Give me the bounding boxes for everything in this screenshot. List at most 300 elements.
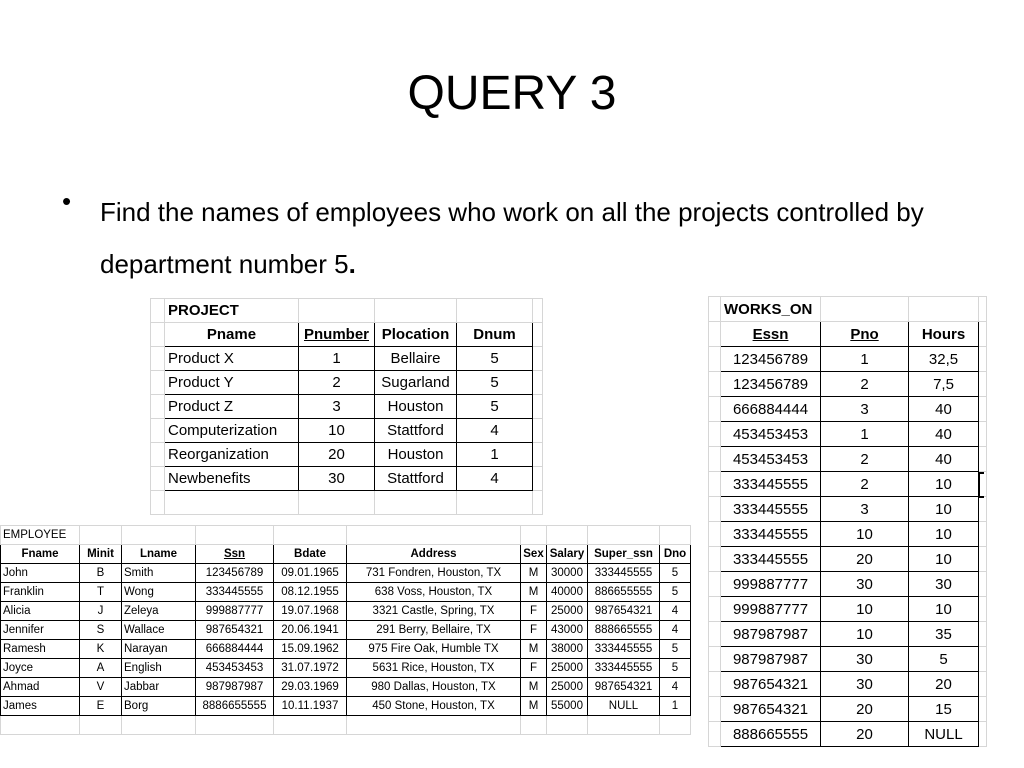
employee-cell: 3321 Castle, Spring, TX bbox=[347, 602, 521, 621]
works-on-cell: 1 bbox=[821, 347, 909, 372]
employee-cell: 333445555 bbox=[588, 640, 660, 659]
employee-cell: 15.09.1962 bbox=[274, 640, 347, 659]
works-on-row bbox=[709, 497, 987, 522]
project-cell: Computerization bbox=[165, 419, 299, 443]
employee-table-body bbox=[1, 526, 691, 735]
employee-cell: 08.12.1955 bbox=[274, 583, 347, 602]
employee-cell: 31.07.1972 bbox=[274, 659, 347, 678]
employee-cell: 450 Stone, Houston, TX bbox=[347, 697, 521, 716]
works-on-caption-row bbox=[709, 297, 987, 322]
spacer-cell bbox=[165, 491, 299, 515]
works-on-cell: 2 bbox=[821, 447, 909, 472]
project-header-row bbox=[151, 323, 543, 347]
project-cell: Reorganization bbox=[165, 443, 299, 467]
employee-cell: B bbox=[80, 564, 122, 583]
employee-row bbox=[1, 678, 691, 697]
spacer-cell bbox=[979, 372, 987, 397]
spacer-cell bbox=[660, 716, 691, 735]
spacer-cell bbox=[709, 647, 721, 672]
works-on-cell: 453453453 bbox=[721, 447, 821, 472]
project-caption: PROJECT bbox=[165, 299, 299, 323]
works-on-row bbox=[709, 647, 987, 672]
spacer-cell bbox=[709, 347, 721, 372]
works-on-cell: 10 bbox=[821, 522, 909, 547]
employee-cell: 5631 Rice, Houston, TX bbox=[347, 659, 521, 678]
works-on-cell: 3 bbox=[821, 397, 909, 422]
works-on-cell: 5 bbox=[909, 647, 979, 672]
employee-cell: 987654321 bbox=[588, 602, 660, 621]
employee-cell: F bbox=[521, 621, 547, 640]
spacer-cell bbox=[151, 395, 165, 419]
spacer-cell bbox=[151, 299, 165, 323]
employee-header-dno: Dno bbox=[660, 545, 691, 564]
spacer-cell bbox=[547, 526, 588, 545]
spacer-cell bbox=[709, 547, 721, 572]
spacer-cell bbox=[533, 299, 543, 323]
spacer-cell bbox=[709, 422, 721, 447]
employee-cell: 333445555 bbox=[588, 659, 660, 678]
project-table-body bbox=[151, 299, 543, 515]
works-on-table bbox=[708, 296, 987, 747]
spacer-cell bbox=[547, 716, 588, 735]
employee-cell: 333445555 bbox=[588, 564, 660, 583]
spacer-cell bbox=[299, 491, 375, 515]
employee-header-minit: Minit bbox=[80, 545, 122, 564]
employee-cell: 10.11.1937 bbox=[274, 697, 347, 716]
spacer-cell bbox=[709, 397, 721, 422]
works-on-cell: 10 bbox=[909, 597, 979, 622]
spacer-cell bbox=[274, 716, 347, 735]
works-on-cell: 20 bbox=[909, 672, 979, 697]
spacer-cell bbox=[979, 397, 987, 422]
spacer-cell bbox=[709, 522, 721, 547]
works-on-row bbox=[709, 522, 987, 547]
employee-cell: 4 bbox=[660, 621, 691, 640]
employee-cell: F bbox=[521, 659, 547, 678]
project-cell: Product Z bbox=[165, 395, 299, 419]
employee-cell: 25000 bbox=[547, 678, 588, 697]
works-on-cell: 987987987 bbox=[721, 622, 821, 647]
spacer-cell bbox=[979, 522, 987, 547]
employee-row bbox=[1, 697, 691, 716]
employee-cell: 666884444 bbox=[196, 640, 274, 659]
works-on-cell: 333445555 bbox=[721, 547, 821, 572]
employee-cell: 987654321 bbox=[588, 678, 660, 697]
project-cell: 2 bbox=[299, 371, 375, 395]
selection-bracket bbox=[978, 472, 984, 498]
employee-header-bdate: Bdate bbox=[274, 545, 347, 564]
bullet-sentence: Find the names of employees who work on all the projects controlled by department number 5 bbox=[100, 197, 924, 279]
spacer-cell bbox=[979, 597, 987, 622]
employee-cell: J bbox=[80, 602, 122, 621]
works-on-cell: 30 bbox=[909, 572, 979, 597]
spacer-cell bbox=[709, 622, 721, 647]
employee-header-row bbox=[1, 545, 691, 564]
employee-cell: Borg bbox=[122, 697, 196, 716]
works-on-cell: 987654321 bbox=[721, 697, 821, 722]
spacer-cell bbox=[457, 299, 533, 323]
employee-cell: A bbox=[80, 659, 122, 678]
project-cell: 5 bbox=[457, 371, 533, 395]
employee-cell: F bbox=[521, 602, 547, 621]
employee-cell: 987654321 bbox=[196, 621, 274, 640]
spacer-cell bbox=[151, 467, 165, 491]
works-on-cell: 30 bbox=[821, 647, 909, 672]
works-on-cell: 35 bbox=[909, 622, 979, 647]
employee-cell: 09.01.1965 bbox=[274, 564, 347, 583]
employee-cell: 1 bbox=[660, 697, 691, 716]
works-on-row bbox=[709, 422, 987, 447]
project-row bbox=[151, 419, 543, 443]
project-cell: 4 bbox=[457, 419, 533, 443]
project-cell: Sugarland bbox=[375, 371, 457, 395]
employee-header-address: Address bbox=[347, 545, 521, 564]
spacer-cell bbox=[533, 347, 543, 371]
project-header-plocation: Plocation bbox=[375, 323, 457, 347]
spacer-cell bbox=[821, 297, 909, 322]
spacer-cell bbox=[80, 526, 122, 545]
employee-cell: John bbox=[1, 564, 80, 583]
spacer-cell bbox=[196, 526, 274, 545]
spacer-cell bbox=[122, 716, 196, 735]
employee-cell: Alicia bbox=[1, 602, 80, 621]
spacer-cell bbox=[979, 322, 987, 347]
works-on-cell: 10 bbox=[909, 497, 979, 522]
spacer-cell bbox=[533, 443, 543, 467]
employee-cell: Zeleya bbox=[122, 602, 196, 621]
project-caption-row bbox=[151, 299, 543, 323]
spacer-cell bbox=[196, 716, 274, 735]
employee-cell: K bbox=[80, 640, 122, 659]
employee-cell: 291 Berry, Bellaire, TX bbox=[347, 621, 521, 640]
employee-cell: 980 Dallas, Houston, TX bbox=[347, 678, 521, 697]
works-on-row bbox=[709, 722, 987, 747]
employee-cell: M bbox=[521, 678, 547, 697]
project-header-pname: Pname bbox=[165, 323, 299, 347]
employee-header-sex: Sex bbox=[521, 545, 547, 564]
employee-cell: 29.03.1969 bbox=[274, 678, 347, 697]
spacer-cell bbox=[979, 297, 987, 322]
employee-cell: 5 bbox=[660, 583, 691, 602]
works-on-row bbox=[709, 447, 987, 472]
bullet-icon: • bbox=[62, 186, 72, 216]
employee-cell: 638 Voss, Houston, TX bbox=[347, 583, 521, 602]
project-cell: 5 bbox=[457, 347, 533, 371]
employee-cell: 38000 bbox=[547, 640, 588, 659]
spacer-cell bbox=[709, 472, 721, 497]
spacer-cell bbox=[709, 322, 721, 347]
works-on-cell: 10 bbox=[909, 472, 979, 497]
project-cell: 20 bbox=[299, 443, 375, 467]
spacer-cell bbox=[533, 323, 543, 347]
project-cell: Product X bbox=[165, 347, 299, 371]
employee-cell: 731 Fondren, Houston, TX bbox=[347, 564, 521, 583]
works-on-row bbox=[709, 597, 987, 622]
works-on-cell: 123456789 bbox=[721, 372, 821, 397]
project-cell: 30 bbox=[299, 467, 375, 491]
project-cell: 1 bbox=[299, 347, 375, 371]
works-on-row bbox=[709, 347, 987, 372]
employee-cell: 987987987 bbox=[196, 678, 274, 697]
employee-cell: M bbox=[521, 697, 547, 716]
spacer-cell bbox=[151, 347, 165, 371]
project-cell: 4 bbox=[457, 467, 533, 491]
spacer-cell bbox=[709, 722, 721, 747]
employee-blank-row bbox=[1, 716, 691, 735]
bullet-text bbox=[100, 186, 960, 290]
works-on-row bbox=[709, 697, 987, 722]
spacer-cell bbox=[151, 419, 165, 443]
employee-cell: 5 bbox=[660, 564, 691, 583]
works-on-header-hours: Hours bbox=[909, 322, 979, 347]
project-header-pnumber: Pnumber bbox=[299, 323, 375, 347]
employee-cell: 999887777 bbox=[196, 602, 274, 621]
project-cell: 10 bbox=[299, 419, 375, 443]
works-on-cell: 40 bbox=[909, 422, 979, 447]
works-on-cell: 333445555 bbox=[721, 522, 821, 547]
works-on-cell: 987654321 bbox=[721, 672, 821, 697]
employee-cell: James bbox=[1, 697, 80, 716]
employee-cell: M bbox=[521, 640, 547, 659]
spacer-cell bbox=[709, 447, 721, 472]
works-on-cell: 2 bbox=[821, 372, 909, 397]
works-on-cell: 40 bbox=[909, 397, 979, 422]
works-on-cell: 453453453 bbox=[721, 422, 821, 447]
employee-cell: 25000 bbox=[547, 602, 588, 621]
spacer-cell bbox=[533, 467, 543, 491]
employee-header-ssn: Ssn bbox=[196, 545, 274, 564]
spacer-cell bbox=[979, 672, 987, 697]
project-header-dnum: Dnum bbox=[457, 323, 533, 347]
employee-cell: Narayan bbox=[122, 640, 196, 659]
project-cell: Houston bbox=[375, 443, 457, 467]
works-on-cell: 20 bbox=[821, 722, 909, 747]
spacer-cell bbox=[979, 422, 987, 447]
spacer-cell bbox=[709, 697, 721, 722]
employee-cell: V bbox=[80, 678, 122, 697]
employee-cell: 20.06.1941 bbox=[274, 621, 347, 640]
works-on-cell: 7,5 bbox=[909, 372, 979, 397]
spacer-cell bbox=[909, 297, 979, 322]
employee-cell: 333445555 bbox=[196, 583, 274, 602]
employee-row bbox=[1, 621, 691, 640]
spacer-cell bbox=[660, 526, 691, 545]
works-on-row bbox=[709, 572, 987, 597]
works-on-row bbox=[709, 547, 987, 572]
employee-cell: 888665555 bbox=[588, 621, 660, 640]
spacer-cell bbox=[151, 443, 165, 467]
works-on-row bbox=[709, 472, 987, 497]
project-cell: Stattford bbox=[375, 419, 457, 443]
spacer-cell bbox=[533, 419, 543, 443]
employee-cell: 4 bbox=[660, 602, 691, 621]
employee-cell: Joyce bbox=[1, 659, 80, 678]
spacer-cell bbox=[979, 622, 987, 647]
spacer-cell bbox=[151, 371, 165, 395]
spacer-cell bbox=[588, 526, 660, 545]
spacer-cell bbox=[375, 299, 457, 323]
spacer-cell bbox=[274, 526, 347, 545]
works-on-cell: 10 bbox=[821, 597, 909, 622]
employee-row bbox=[1, 583, 691, 602]
works-on-cell: 20 bbox=[821, 547, 909, 572]
employee-cell: Jennifer bbox=[1, 621, 80, 640]
project-cell: Bellaire bbox=[375, 347, 457, 371]
works-on-cell: 32,5 bbox=[909, 347, 979, 372]
works-on-row bbox=[709, 397, 987, 422]
spacer-cell bbox=[709, 497, 721, 522]
works-on-cell: 999887777 bbox=[721, 597, 821, 622]
project-row bbox=[151, 467, 543, 491]
works-on-cell: NULL bbox=[909, 722, 979, 747]
employee-caption: EMPLOYEE bbox=[1, 526, 80, 545]
slide-title: QUERY 3 bbox=[407, 67, 617, 120]
employee-header-fname: Fname bbox=[1, 545, 80, 564]
works-on-cell: 15 bbox=[909, 697, 979, 722]
spacer-cell bbox=[979, 722, 987, 747]
project-table bbox=[150, 298, 543, 515]
employee-cell: 55000 bbox=[547, 697, 588, 716]
works-on-cell: 30 bbox=[821, 572, 909, 597]
employee-cell: M bbox=[521, 564, 547, 583]
spacer-cell bbox=[151, 323, 165, 347]
spacer-cell bbox=[122, 526, 196, 545]
project-cell: Newbenefits bbox=[165, 467, 299, 491]
project-cell: Houston bbox=[375, 395, 457, 419]
employee-cell: Franklin bbox=[1, 583, 80, 602]
project-cell: 3 bbox=[299, 395, 375, 419]
works-on-table-body bbox=[709, 297, 987, 747]
employee-cell: Ahmad bbox=[1, 678, 80, 697]
employee-cell: English bbox=[122, 659, 196, 678]
employee-caption-row bbox=[1, 526, 691, 545]
works-on-header-pno: Pno bbox=[821, 322, 909, 347]
spacer-cell bbox=[347, 716, 521, 735]
employee-cell: 40000 bbox=[547, 583, 588, 602]
employee-cell: 886655555 bbox=[588, 583, 660, 602]
employee-cell: T bbox=[80, 583, 122, 602]
employee-cell: 30000 bbox=[547, 564, 588, 583]
spacer-cell bbox=[709, 672, 721, 697]
project-cell: Product Y bbox=[165, 371, 299, 395]
works-on-row bbox=[709, 372, 987, 397]
spacer-cell bbox=[979, 547, 987, 572]
spacer-cell bbox=[375, 491, 457, 515]
works-on-cell: 888665555 bbox=[721, 722, 821, 747]
employee-row bbox=[1, 659, 691, 678]
spacer-cell bbox=[1, 716, 80, 735]
project-cell: Stattford bbox=[375, 467, 457, 491]
works-on-cell: 3 bbox=[821, 497, 909, 522]
works-on-header-essn: Essn bbox=[721, 322, 821, 347]
spacer-cell bbox=[709, 572, 721, 597]
works-on-row bbox=[709, 672, 987, 697]
employee-cell: 25000 bbox=[547, 659, 588, 678]
spacer-cell bbox=[979, 497, 987, 522]
spacer-cell bbox=[979, 447, 987, 472]
works-on-cell: 123456789 bbox=[721, 347, 821, 372]
employee-cell: 19.07.1968 bbox=[274, 602, 347, 621]
bullet-period: . bbox=[348, 249, 356, 279]
spacer-cell bbox=[457, 491, 533, 515]
employee-cell: Wallace bbox=[122, 621, 196, 640]
employee-cell: Jabbar bbox=[122, 678, 196, 697]
works-on-cell: 10 bbox=[821, 622, 909, 647]
project-blank-row bbox=[151, 491, 543, 515]
works-on-cell: 40 bbox=[909, 447, 979, 472]
employee-cell: 453453453 bbox=[196, 659, 274, 678]
spacer-cell bbox=[979, 572, 987, 597]
employee-cell: Ramesh bbox=[1, 640, 80, 659]
works-on-cell: 20 bbox=[821, 697, 909, 722]
project-row bbox=[151, 371, 543, 395]
employee-header-salary: Salary bbox=[547, 545, 588, 564]
spacer-cell bbox=[979, 697, 987, 722]
project-row bbox=[151, 443, 543, 467]
works-on-row bbox=[709, 622, 987, 647]
works-on-cell: 2 bbox=[821, 472, 909, 497]
employee-cell: NULL bbox=[588, 697, 660, 716]
employee-cell: 123456789 bbox=[196, 564, 274, 583]
spacer-cell bbox=[521, 526, 547, 545]
works-on-cell: 333445555 bbox=[721, 472, 821, 497]
spacer-cell bbox=[521, 716, 547, 735]
employee-cell: 975 Fire Oak, Humble TX bbox=[347, 640, 521, 659]
works-on-cell: 1 bbox=[821, 422, 909, 447]
works-on-cell: 10 bbox=[909, 522, 979, 547]
employee-cell: M bbox=[521, 583, 547, 602]
employee-cell: S bbox=[80, 621, 122, 640]
works-on-cell: 10 bbox=[909, 547, 979, 572]
works-on-cell: 999887777 bbox=[721, 572, 821, 597]
spacer-cell bbox=[979, 647, 987, 672]
spacer-cell bbox=[80, 716, 122, 735]
employee-cell: 5 bbox=[660, 640, 691, 659]
employee-header-lname: Lname bbox=[122, 545, 196, 564]
employee-row bbox=[1, 640, 691, 659]
project-row bbox=[151, 395, 543, 419]
employee-cell: Smith bbox=[122, 564, 196, 583]
works-on-cell: 30 bbox=[821, 672, 909, 697]
employee-cell: 8886655555 bbox=[196, 697, 274, 716]
spacer-cell bbox=[299, 299, 375, 323]
employee-table bbox=[0, 525, 691, 735]
spacer-cell bbox=[588, 716, 660, 735]
works-on-cell: 987987987 bbox=[721, 647, 821, 672]
spacer-cell bbox=[709, 372, 721, 397]
employee-cell: 43000 bbox=[547, 621, 588, 640]
works-on-caption: WORKS_ON bbox=[721, 297, 821, 322]
employee-cell: 5 bbox=[660, 659, 691, 678]
spacer-cell bbox=[709, 297, 721, 322]
spacer-cell bbox=[533, 491, 543, 515]
spacer-cell bbox=[347, 526, 521, 545]
project-cell: 1 bbox=[457, 443, 533, 467]
employee-cell: Wong bbox=[122, 583, 196, 602]
works-on-header-row bbox=[709, 322, 987, 347]
employee-row bbox=[1, 564, 691, 583]
spacer-cell bbox=[709, 597, 721, 622]
works-on-cell: 666884444 bbox=[721, 397, 821, 422]
employee-cell: E bbox=[80, 697, 122, 716]
project-row bbox=[151, 347, 543, 371]
employee-row bbox=[1, 602, 691, 621]
project-cell: 5 bbox=[457, 395, 533, 419]
spacer-cell bbox=[979, 347, 987, 372]
employee-header-super-ssn: Super_ssn bbox=[588, 545, 660, 564]
employee-cell: 4 bbox=[660, 678, 691, 697]
works-on-cell: 333445555 bbox=[721, 497, 821, 522]
